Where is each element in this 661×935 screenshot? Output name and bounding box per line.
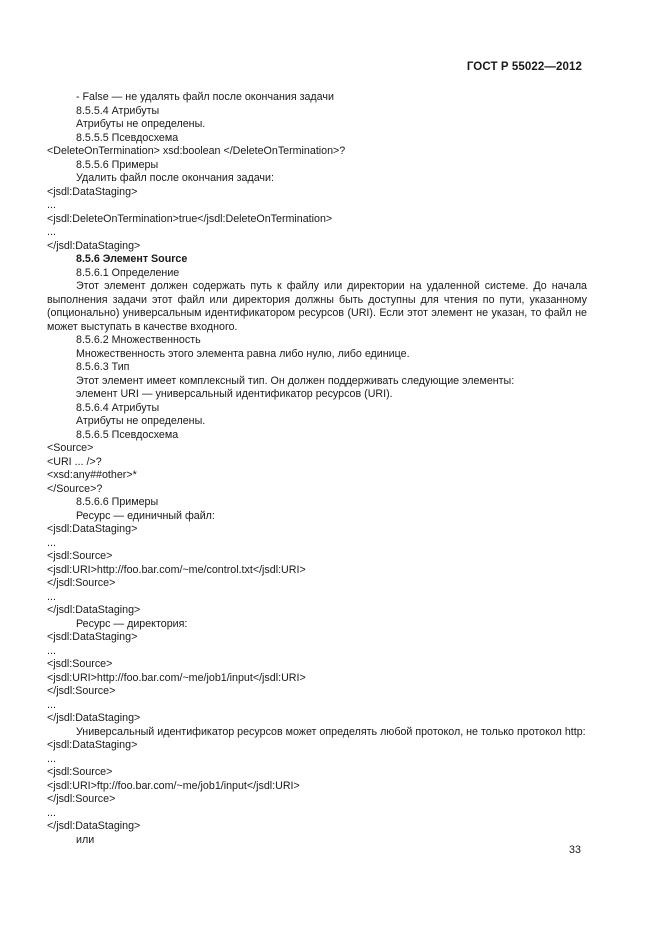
text-line: Атрибуты не определены.: [76, 415, 206, 427]
text-line: ...: [47, 752, 56, 765]
text-line: 8.5.6.5 Псевдосхема: [76, 428, 179, 441]
text-line: <jsdl:DataStaging>: [47, 523, 138, 535]
text-line: 8.5.6.1 Определение: [76, 266, 180, 279]
text-line: </jsdl:Source>: [47, 577, 116, 589]
text-line: 8.5.6.4 Атрибуты: [76, 401, 160, 414]
text-line: <Source>: [47, 442, 94, 454]
text-line: 8.5.5.6 Примеры: [76, 158, 159, 171]
text-line: Универсальный идентификатор ресурсов может определять любой протокол, не только протокол http:: [76, 725, 586, 738]
text-line: ...: [47, 698, 56, 711]
text-line: <DeleteOnTermination> xsd:boolean </DeleteOnTermination>?: [47, 145, 346, 157]
text-line: Удалить файл после окончания задачи:: [76, 172, 274, 184]
text-line: <URI ... />?: [47, 455, 102, 468]
text-line: </jsdl:DataStaging>: [47, 712, 141, 724]
text-line: <jsdl:DataStaging>: [47, 185, 138, 198]
text-line: ...: [47, 536, 56, 549]
text-line: ...: [47, 226, 56, 238]
text-line: 8.5.6.3 Тип: [76, 361, 130, 373]
text-line: <jsdl:URI>http://foo.bar.com/~me/job1/input</jsdl:URI>: [47, 671, 306, 684]
text-line: <jsdl:DataStaging>: [47, 739, 138, 751]
text-line: Множественность этого элемента равна либо нулю, либо единице.: [76, 347, 410, 360]
text-line: Атрибуты не определены.: [76, 118, 206, 130]
text-line: 8.5.6.2 Множественность: [76, 334, 201, 346]
text-line: <jsdl:Source>: [47, 766, 113, 778]
text-line: <jsdl:Source>: [47, 550, 113, 562]
text-line: Этот элемент имеет комплексный тип. Он должен поддерживать следующие элементы:: [76, 374, 515, 387]
text-line: </jsdl:Source>: [47, 793, 116, 805]
page-number: 33: [569, 844, 581, 856]
text-line: ...: [47, 199, 56, 211]
text-line: <jsdl:URI>http://foo.bar.com/~me/control.txt</jsdl:URI>: [47, 563, 306, 576]
text-line: <jsdl:URI>ftp://foo.bar.com/~me/job1/input</jsdl:URI>: [47, 779, 300, 792]
text-line: <jsdl:DataStaging>: [47, 631, 138, 643]
text-line: </jsdl:DataStaging>: [47, 604, 141, 616]
text-line: </Source>?: [47, 482, 103, 495]
text-line: ...: [47, 590, 56, 603]
text-line: или: [76, 833, 95, 846]
section-heading: 8.5.6 Элемент Source: [76, 253, 188, 265]
text-line: Ресурс — единичный файл:: [76, 509, 215, 522]
text-line: ...: [47, 644, 56, 657]
text-line: элемент URI — универсальный идентификатор ресурсов (URI).: [76, 388, 393, 400]
text-line: <jsdl:Source>: [47, 658, 113, 670]
text-line: 8.5.5.5 Псевдосхема: [76, 131, 179, 144]
text-line: </jsdl:DataStaging>: [47, 820, 141, 832]
document-standard-number: ГОСТ Р 55022—2012: [466, 61, 582, 73]
text-line: - False — не удалять файл после окончания задачи: [76, 91, 334, 103]
text-line: </jsdl:DataStaging>: [47, 239, 141, 252]
document-body: [47, 91, 587, 847]
text-line: </jsdl:Source>: [47, 685, 116, 697]
paragraph: Этот элемент должен содержать путь к файлу или директории на удаленной системе. До начала выполнения задачи этот файл или директория должны быть доступны для чтения по пути, указанному (опционально) универсальным идентификатором ресурсов (URI). Если этот элемент не указан, то файл не может выступать в качестве входного.: [47, 280, 587, 333]
text-line: ...: [47, 806, 56, 819]
text-line: 8.5.6.6 Примеры: [76, 496, 159, 508]
text-line: 8.5.5.4 Атрибуты: [76, 104, 160, 117]
text-line: Ресурс — директория:: [76, 617, 188, 630]
text-line: <xsd:any##other>*: [47, 469, 137, 481]
text-line: <jsdl:DeleteOnTermination>true</jsdl:DeleteOnTermination>: [47, 212, 333, 225]
